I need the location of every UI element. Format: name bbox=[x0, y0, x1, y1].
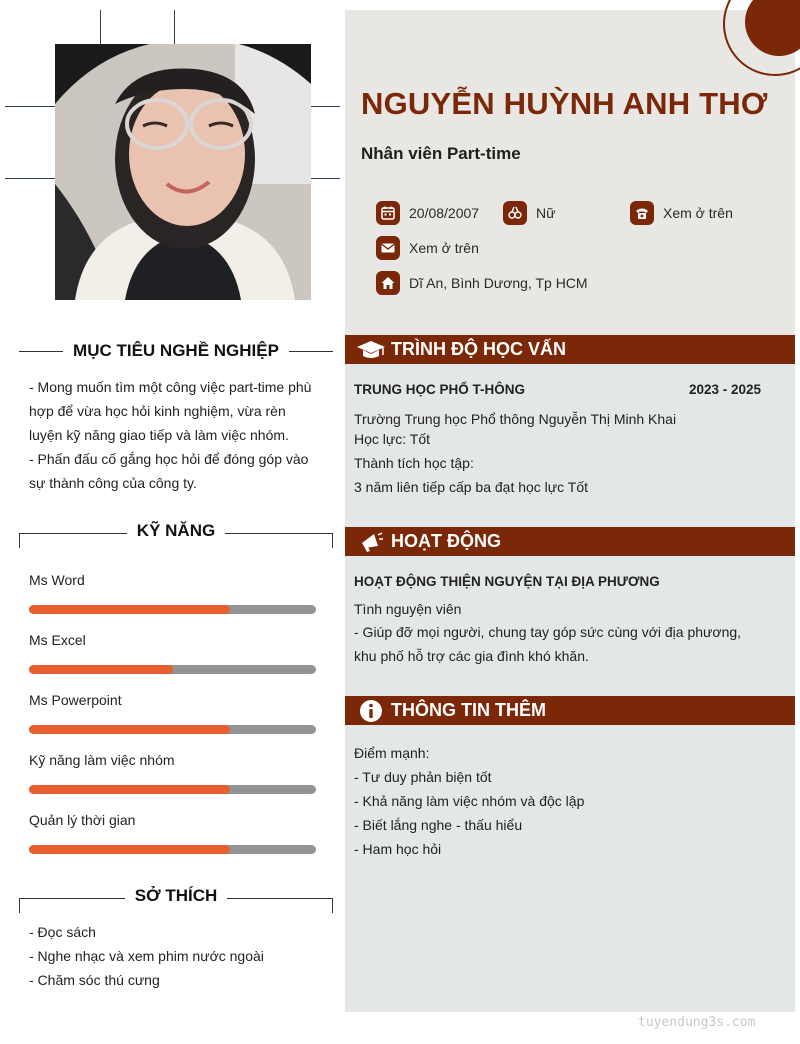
hobby-item: - Nghe nhạc và xem phim nước ngoài bbox=[29, 948, 264, 964]
additional-line: - Biết lắng nghe - thấu hiểu bbox=[354, 817, 523, 833]
education-line: Học lực: Tốt bbox=[354, 431, 431, 447]
skill-bar bbox=[29, 605, 316, 614]
additional-title: THÔNG TIN THÊM bbox=[391, 700, 546, 720]
additional-list bbox=[354, 741, 774, 861]
skill-bar bbox=[29, 725, 316, 734]
activities-title: HOẠT ĐỘNG bbox=[391, 531, 501, 551]
education-details bbox=[354, 409, 774, 497]
divider bbox=[227, 898, 332, 899]
education-line: Thành tích học tập: bbox=[354, 455, 474, 471]
school-heading: TRUNG HỌC PHỔ T-HÔNG bbox=[354, 382, 525, 397]
frame-line bbox=[174, 10, 175, 44]
skill-label: Quản lý thời gian bbox=[29, 812, 136, 828]
frame-line bbox=[5, 106, 55, 107]
additional-line: - Khả năng làm việc nhóm và độc lập bbox=[354, 793, 585, 809]
gender-text: Nữ bbox=[536, 205, 556, 221]
skill-bar-fill bbox=[29, 785, 230, 794]
info-birthdate bbox=[376, 201, 479, 225]
info-icon bbox=[356, 700, 386, 722]
divider bbox=[332, 898, 333, 913]
objective-heading bbox=[19, 341, 333, 361]
divider bbox=[19, 533, 20, 548]
skill-bar bbox=[29, 785, 316, 794]
skill-bar-fill bbox=[29, 845, 230, 854]
calendar-icon bbox=[376, 201, 400, 225]
education-line: Trường Trung học Phổ thông Nguyễn Thị Minh Khai bbox=[354, 411, 677, 427]
gender-icon bbox=[503, 201, 527, 225]
info-gender bbox=[503, 201, 555, 225]
additional-line: - Ham học hỏi bbox=[354, 841, 442, 857]
frame-line bbox=[311, 178, 340, 179]
objective-text bbox=[29, 375, 321, 495]
frame-line bbox=[100, 10, 101, 44]
home-icon bbox=[376, 271, 400, 295]
divider bbox=[19, 351, 63, 352]
skill-bar-fill bbox=[29, 665, 173, 674]
phone-icon bbox=[630, 201, 654, 225]
skill-label: Ms Excel bbox=[29, 632, 86, 648]
skills-heading bbox=[19, 521, 333, 548]
education-period: 2023 - 2025 bbox=[689, 382, 762, 397]
frame-line bbox=[311, 106, 340, 107]
activities-section-header bbox=[345, 527, 795, 556]
additional-line: Điểm mạnh: bbox=[354, 745, 430, 761]
hobbies-list bbox=[29, 920, 321, 992]
objective-line: - Phấn đấu cố gắng học hỏi để đóng góp vào sự thành công của công ty. bbox=[29, 451, 309, 491]
birthdate-text: 20/08/2007 bbox=[409, 205, 480, 221]
email-icon bbox=[376, 236, 400, 260]
additional-section-header bbox=[345, 696, 795, 725]
divider bbox=[20, 533, 127, 534]
info-email bbox=[376, 236, 479, 260]
skill-bar-fill bbox=[29, 605, 230, 614]
divider bbox=[332, 533, 333, 548]
megaphone-icon bbox=[356, 531, 386, 553]
email-text: Xem ở trên bbox=[409, 240, 479, 256]
info-phone bbox=[630, 201, 733, 225]
job-title: Nhân viên Part-time bbox=[361, 144, 521, 163]
skill-bar bbox=[29, 845, 316, 854]
profile-photo bbox=[55, 44, 311, 300]
address-text: Dĩ An, Bình Dương, Tp HCM bbox=[409, 275, 588, 291]
additional-line: - Tư duy phản biện tốt bbox=[354, 769, 492, 785]
activity-description: - Giúp đỡ mọi người, chung tay góp sức cùng với địa phương, khu phố hỗ trợ các gia đình khó khăn. bbox=[354, 624, 742, 664]
hobbies-title: SỞ THÍCH bbox=[134, 886, 218, 905]
hobbies-heading bbox=[19, 886, 333, 913]
frame-line bbox=[5, 178, 55, 179]
skill-label: Ms Powerpoint bbox=[29, 692, 122, 708]
divider bbox=[20, 898, 125, 899]
objective-line: - Mong muốn tìm một công việc part-time phù hợp để vừa học hỏi kinh nghiệm, vừa rèn luyện kỹ năng giao tiếp và làm việc nhóm. bbox=[29, 379, 312, 443]
divider bbox=[19, 898, 20, 913]
hobby-item: - Đọc sách bbox=[29, 924, 96, 940]
phone-text: Xem ở trên bbox=[663, 205, 733, 221]
activity-heading: HOẠT ĐỘNG THIỆN NGUYỆN TẠI ĐỊA PHƯƠNG bbox=[354, 574, 660, 589]
divider bbox=[289, 351, 333, 352]
graduation-cap-icon bbox=[356, 339, 386, 361]
education-line: 3 năm liên tiếp cấp ba đạt học lực Tốt bbox=[354, 479, 589, 495]
education-section-header bbox=[345, 335, 795, 364]
info-address bbox=[376, 271, 588, 295]
divider bbox=[225, 533, 332, 534]
skill-bar-fill bbox=[29, 725, 230, 734]
education-title: TRÌNH ĐỘ HỌC VẤN bbox=[391, 339, 566, 359]
skill-bar bbox=[29, 665, 316, 674]
skills-title: KỸ NĂNG bbox=[136, 521, 216, 540]
watermark: tuyendung3s.com bbox=[638, 1015, 756, 1030]
hobby-item: - Chăm sóc thú cưng bbox=[29, 972, 160, 988]
objective-title: MỤC TIÊU NGHỀ NGHIỆP bbox=[73, 341, 279, 360]
candidate-name: NGUYỄN HUỲNH ANH THƠ bbox=[361, 86, 768, 121]
skill-label: Ms Word bbox=[29, 572, 85, 588]
activity-role: Tình nguyện viên bbox=[354, 601, 462, 617]
skill-label: Kỹ năng làm việc nhóm bbox=[29, 752, 175, 768]
